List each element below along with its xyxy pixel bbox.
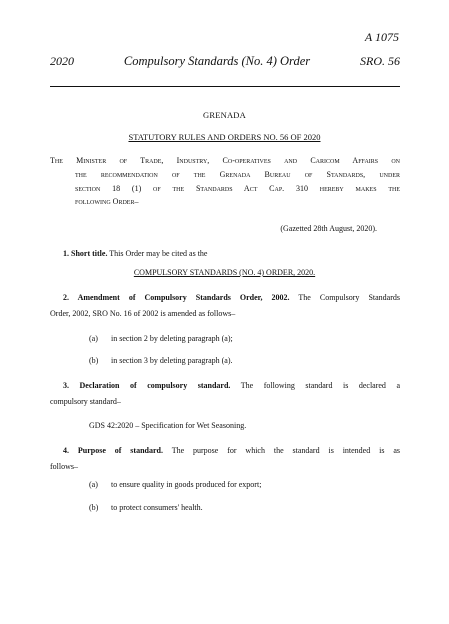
section-line: Order, 2002, SRO No. 16 of 2002 is amended as follows–	[50, 308, 236, 318]
header-year: 2020	[50, 54, 74, 68]
gazette-date: (Gazetted 28th August, 2020).	[280, 224, 377, 233]
section-line: follows–	[50, 461, 78, 471]
list-text: in section 3 by deleting paragraph (a).	[111, 356, 233, 365]
section-2	[50, 290, 400, 321]
section-line	[50, 443, 400, 459]
section-text: The purpose for which the standard is intended is as	[162, 446, 400, 455]
list-marker: (a)	[89, 334, 98, 343]
list-marker: (a)	[89, 480, 98, 489]
enacting-clause	[50, 154, 400, 209]
enacting-line: The Minister of Trade, Industry, Co-operatives and Caricom Affairs on	[50, 156, 400, 165]
list-text: in section 2 by deleting paragraph (a);	[111, 334, 233, 343]
list-marker: (b)	[89, 503, 99, 512]
header-sro: SRO. 56	[359, 54, 400, 68]
page-reference: A 1075	[364, 30, 399, 44]
list-text: to protect consumers' health.	[111, 503, 203, 512]
section-text: This Order may be cited as the	[107, 249, 208, 258]
enacting-line: section 18 (1) of the Standards Act Cap. 310 hereby makes the	[75, 183, 400, 193]
citation-title: COMPULSORY STANDARDS (NO. 4) ORDER, 2020.	[133, 268, 316, 277]
section-3	[50, 378, 400, 409]
enacting-line: following Order–	[75, 197, 139, 207]
list-item	[89, 356, 233, 365]
enacting-line: the recommendation of the Grenada Bureau of Standards, under	[75, 169, 400, 179]
header-rule	[50, 86, 400, 87]
standard-reference: GDS 42:2020 – Specification for Wet Seasoning.	[89, 421, 247, 430]
list-item	[89, 334, 233, 343]
section-line	[50, 378, 400, 394]
section-4	[50, 443, 400, 474]
sro-title: STATUTORY RULES AND ORDERS NO. 56 OF 2020	[128, 132, 321, 142]
section-text: The Compulsory Standards	[289, 293, 401, 302]
section-line	[50, 290, 400, 306]
section-heading: 4. Purpose of standard.	[63, 446, 163, 455]
section-1	[50, 246, 400, 262]
list-text: to ensure quality in goods produced for export;	[111, 480, 262, 489]
header-title: Compulsory Standards (No. 4) Order	[123, 54, 311, 68]
section-text: The following standard is declared a	[230, 381, 400, 390]
section-heading: 2. Amendment of Compulsory Standards Order, 2002.	[63, 293, 290, 302]
country-heading: GRENADA	[203, 110, 246, 120]
list-item	[89, 480, 261, 489]
list-item	[89, 503, 203, 512]
list-marker: (b)	[89, 356, 99, 365]
section-heading: 3. Declaration of compulsory standard.	[63, 381, 231, 390]
section-line: compulsory standard–	[50, 396, 121, 406]
running-header	[50, 54, 400, 69]
section-heading: 1. Short title.	[63, 249, 108, 258]
